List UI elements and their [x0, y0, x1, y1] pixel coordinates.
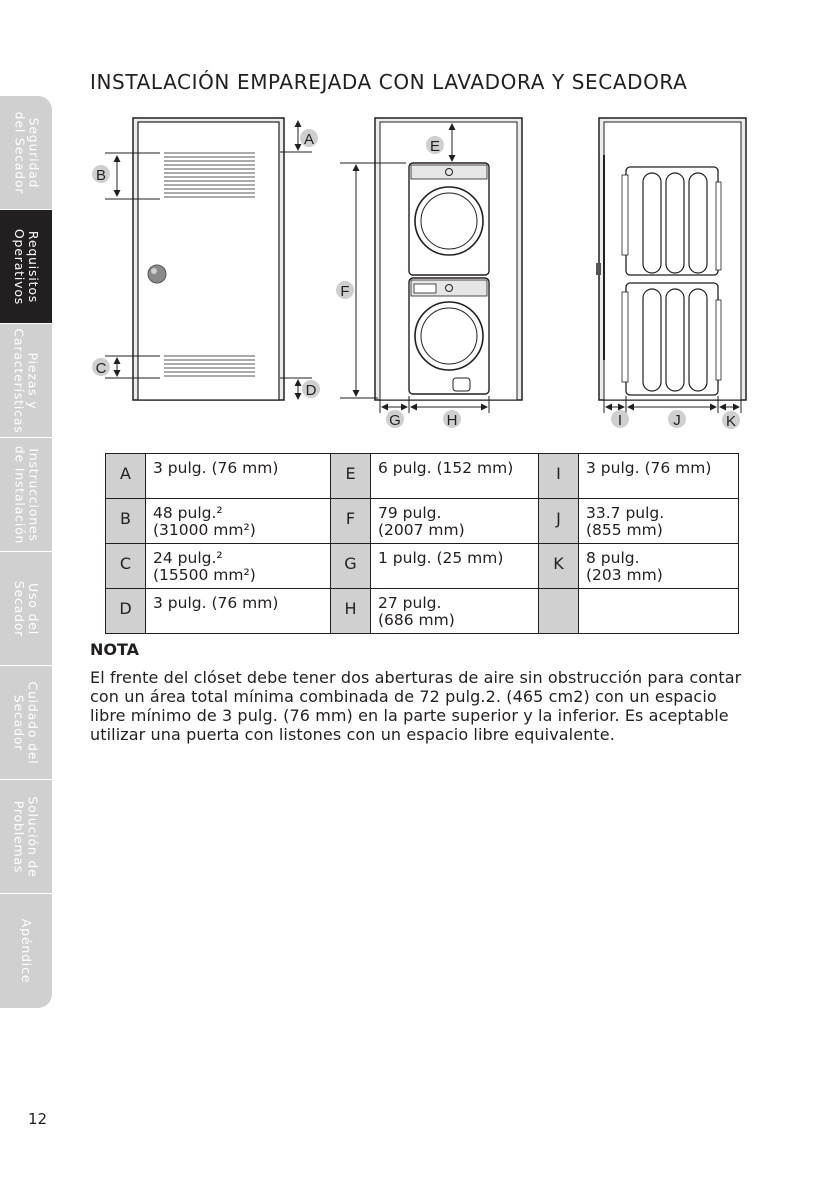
label-a: A — [303, 131, 315, 148]
marker-g — [386, 410, 404, 429]
tab-label: Instrucciones de Instalación — [12, 445, 41, 544]
dimension-value: 79 pulg. (2007 mm) — [371, 499, 539, 544]
dimension-value: 27 pulg. (686 mm) — [371, 589, 539, 634]
marker-a — [300, 129, 318, 148]
dimension-label: G — [331, 544, 371, 589]
dimension-value: 3 pulg. (76 mm) — [146, 589, 331, 634]
label-d: D — [305, 382, 317, 399]
dimension-value: 48 pulg.² (31000 mm²) — [146, 499, 331, 544]
dimension-label-empty — [539, 589, 579, 634]
tab-uso-del-secador[interactable] — [0, 552, 52, 666]
label-b: B — [95, 167, 107, 184]
dimension-value: 3 pulg. (76 mm) — [146, 454, 331, 499]
table-row — [106, 544, 739, 589]
page-number: 12 — [28, 1110, 48, 1128]
label-h: H — [446, 412, 458, 429]
tab-label: Requisitos Operativos — [12, 228, 42, 305]
tab-label: Piezas y Características — [12, 327, 42, 434]
dimension-value: 8 pulg. (203 mm) — [579, 544, 739, 589]
closet-door-diagram — [105, 118, 315, 400]
dimension-value: 33.7 pulg. (855 mm) — [579, 499, 739, 544]
tab-label: Seguridad del Secador — [12, 111, 42, 194]
label-e: E — [429, 138, 441, 155]
page-title: INSTALACIÓN EMPAREJADA CON LAVADORA Y SECADORA — [90, 70, 688, 94]
marker-i — [611, 410, 629, 429]
label-g: G — [389, 412, 401, 429]
marker-d — [302, 380, 320, 399]
dimension-value: 24 pulg.² (15500 mm²) — [146, 544, 331, 589]
note-heading: NOTA — [90, 640, 140, 659]
dimension-label: H — [331, 589, 371, 634]
side-view-diagram — [596, 118, 746, 413]
label-c: C — [95, 360, 107, 377]
dimension-label: D — [106, 589, 146, 634]
tab-apendice[interactable] — [0, 894, 52, 1008]
tab-instrucciones-de-instalacion[interactable] — [0, 438, 52, 552]
marker-k — [722, 411, 740, 430]
dimension-label: I — [539, 454, 579, 499]
label-i: I — [617, 412, 623, 429]
front-view-diagram — [340, 118, 522, 413]
tab-cuidado-del-secador[interactable] — [0, 666, 52, 780]
closet-door — [138, 122, 279, 400]
installation-diagram — [0, 0, 838, 440]
marker-b — [92, 165, 110, 184]
label-f: F — [340, 283, 350, 300]
tab-label: Apéndice — [19, 918, 34, 984]
dimension-value: 1 pulg. (25 mm) — [371, 544, 539, 589]
marker-c — [92, 358, 110, 377]
door-knob — [148, 265, 166, 283]
dimension-label: A — [106, 454, 146, 499]
marker-h — [443, 410, 461, 429]
marker-j — [668, 410, 686, 429]
tab-label: Solución de Problemas — [12, 795, 42, 878]
dimension-label: F — [331, 499, 371, 544]
tab-label: Uso del Secador — [12, 580, 42, 637]
label-j: J — [673, 412, 681, 429]
dimension-value: 3 pulg. (76 mm) — [579, 454, 739, 499]
dimension-label: E — [331, 454, 371, 499]
tab-label: Cuidado del Secador — [12, 680, 42, 765]
label-k: K — [725, 413, 737, 430]
dimension-label: J — [539, 499, 579, 544]
dimension-value-empty — [579, 589, 739, 634]
dimension-label: C — [106, 544, 146, 589]
table-row — [106, 454, 739, 499]
dimensions-table — [105, 453, 739, 634]
table-row — [106, 589, 739, 634]
note-body: El frente del clóset debe tener dos aberturas de aire sin obstrucción para contar con un área total mínima combinada de 72 pulg.2. (465 cm2) con un espacio libre mínimo de 3 pulg. (76 mm) en la parte superior y la inferior. Es aceptable utilizar una puerta con listones con un espacio libre equivalente. — [90, 668, 742, 744]
tab-solucion-de-problemas[interactable] — [0, 780, 52, 894]
table-row — [106, 499, 739, 544]
dimension-label: B — [106, 499, 146, 544]
marker-f — [336, 281, 354, 300]
dimension-label: K — [539, 544, 579, 589]
dimension-value: 6 pulg. (152 mm) — [371, 454, 539, 499]
